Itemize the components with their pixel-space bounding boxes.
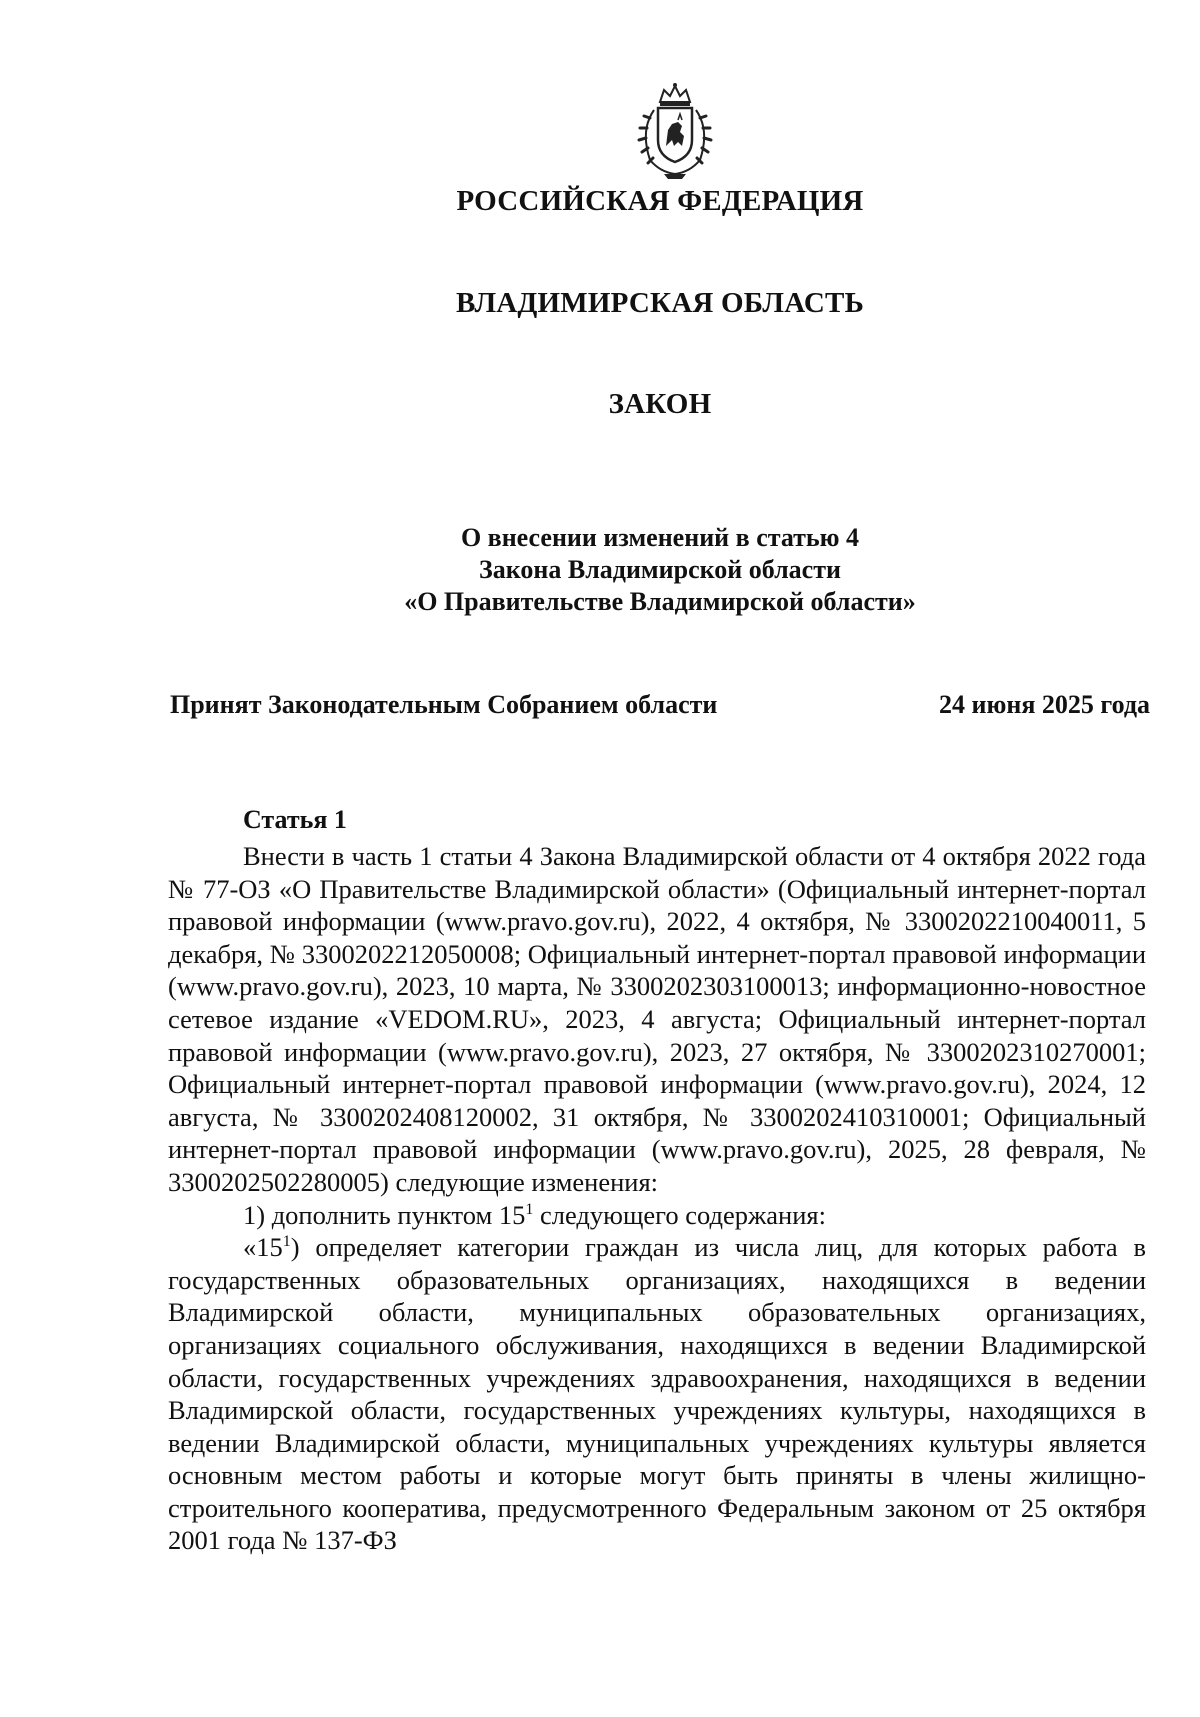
country-heading: РОССИЙСКАЯ ФЕДЕРАЦИЯ xyxy=(456,185,864,217)
adoption-label: Принят Законодательным Собранием области xyxy=(170,690,718,719)
quote-open: «15 xyxy=(243,1232,283,1263)
adoption-row xyxy=(170,690,1150,720)
coat-of-arms-icon xyxy=(630,80,720,180)
article-body xyxy=(168,840,1146,1557)
quote-text: ) определяет категории граждан из числа лиц, для которых работа в государственных образовательных организациях, находящихся в ведении Владимирской области, муниципальных образовательных организациях, организациях социального обслуживания, находящихся в ведении Владимирской области, государственных учреждениях здравоохранения, находящихся в ведении Владимирской области, государственных учреждениях культуры, находящихся в ведении Владимирской области, муниципальных учреждениях культуры является основным местом работы и которые могут быть приняты в члены жилищно-строительного кооператива, предусмотренного Федеральным законом от 25 октября 2001 года № 137-ФЗ xyxy=(168,1232,1146,1556)
article-quote-paragraph xyxy=(168,1231,1146,1557)
item-text: следующего содержания: xyxy=(533,1199,826,1230)
article-heading: Статья 1 xyxy=(243,805,347,834)
region-heading: ВЛАДИМИРСКАЯ ОБЛАСТЬ xyxy=(456,287,864,319)
law-title-line: О внесении изменений в статью 4 xyxy=(460,523,860,552)
adoption-date: 24 июня 2025 года xyxy=(939,690,1150,719)
law-title xyxy=(160,522,1160,618)
law-title-line: «О Правительстве Владимирской области» xyxy=(404,587,916,616)
quote-superscript: 1 xyxy=(282,1233,291,1251)
article-intro-paragraph: Внести в часть 1 статьи 4 Закона Владимирской области от 4 октября 2022 года № 77-ОЗ «О Правительстве Владимирской области» (Официальный интернет-портал правовой информации (www.pravo.gov.ru), 2022, 4 октября, № 3300202210040011, 5 декабря, № 3300202212050008; Официальный интернет-портал правовой информации (www.pravo.gov.ru), 2023, 10 марта, № 3300202303100013; информационно-новостное сетевое издание «VEDOM.RU», 2023, 4 августа; Официальный интернет-портал правовой информации (www.pravo.gov.ru), 2023, 27 октября, № 3300202310270001; Официальный интернет-портал правовой информации (www.pravo.gov.ru), 2024, 12 августа, № 3300202408120002, 31 октября, № 3300202410310001; Официальный интернет-портал правовой информации (www.pravo.gov.ru), 2025, 28 февраля, № 3300202502280005) следующие изменения: xyxy=(168,841,1146,1197)
item-superscript: 1 xyxy=(525,1200,534,1218)
item-text: 1) дополнить пунктом 15 xyxy=(243,1199,526,1230)
article-item-paragraph xyxy=(168,1199,1146,1232)
law-title-line: Закона Владимирской области xyxy=(479,555,841,584)
document-type-heading: ЗАКОН xyxy=(608,388,712,420)
